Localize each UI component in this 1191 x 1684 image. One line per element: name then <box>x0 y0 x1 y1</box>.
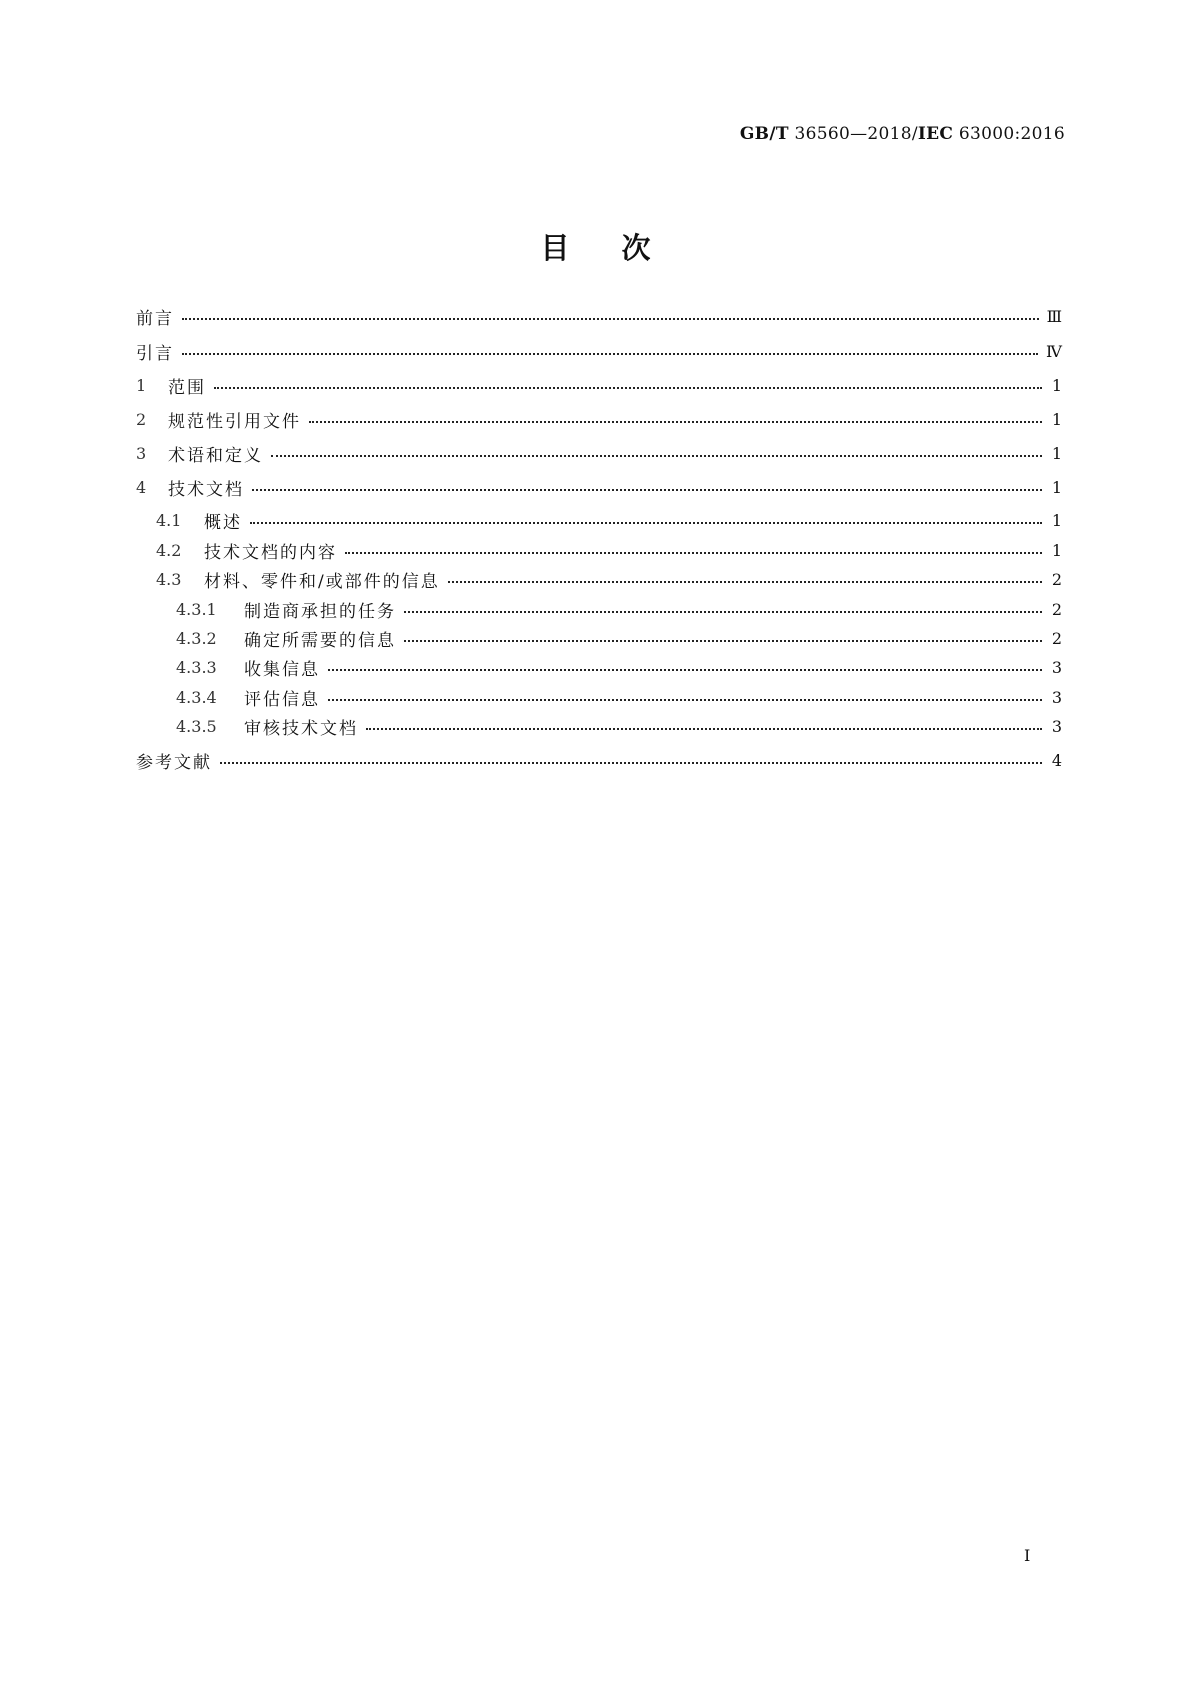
toc-entry-title: 概述 <box>204 512 242 533</box>
toc-leader-dots <box>182 318 1039 320</box>
toc-entry-number: 4.1 <box>156 510 182 530</box>
toc-entry-number: 4.3.1 <box>176 599 217 619</box>
toc-entry-page: 3 <box>1051 657 1062 677</box>
toc-entry-title: 制造商承担的任务 <box>244 601 396 622</box>
toc-entry[interactable] <box>136 303 1062 329</box>
toc-entry-page: 1 <box>1051 443 1062 463</box>
toc-leader-dots <box>345 552 1042 554</box>
standard-code-iec-number: 63000:2016 <box>953 124 1065 144</box>
standard-code-header <box>740 124 1065 144</box>
toc-entry-title: 参考文献 <box>136 752 212 773</box>
toc-entry-number: 4.3.2 <box>176 628 217 648</box>
toc-entry[interactable] <box>136 440 1062 466</box>
toc-entry[interactable] <box>136 372 1062 398</box>
toc-entry[interactable] <box>136 713 1062 739</box>
toc-entry-number: 4.3 <box>156 569 182 589</box>
toc-entry[interactable] <box>136 625 1062 651</box>
toc-entry[interactable] <box>136 406 1062 432</box>
toc-entry-title: 收集信息 <box>244 659 320 680</box>
toc-entry[interactable] <box>136 684 1062 710</box>
toc-leader-dots <box>252 489 1042 491</box>
standard-code-prefix: GB/T <box>739 124 789 144</box>
toc-entry-page: Ⅲ <box>1046 306 1062 326</box>
toc-entry-number: 3 <box>136 443 147 463</box>
toc-entry-number: 4.3.4 <box>176 687 217 707</box>
toc-entry-title: 评估信息 <box>244 689 320 710</box>
toc-entry-page: 1 <box>1051 510 1062 530</box>
toc-leader-dots <box>182 353 1038 355</box>
page-title: 目次 <box>540 231 703 265</box>
toc-entry-page: 3 <box>1051 687 1062 707</box>
toc-entry[interactable] <box>136 338 1062 364</box>
toc-leader-dots <box>309 421 1042 423</box>
toc-entry-number: 4.3.3 <box>176 657 217 677</box>
toc-entry[interactable] <box>136 747 1062 773</box>
toc-entry[interactable] <box>136 654 1062 680</box>
toc-entry[interactable] <box>136 566 1062 592</box>
toc-leader-dots <box>328 669 1042 671</box>
toc-entry[interactable] <box>136 474 1062 500</box>
toc-entry-number: 4.2 <box>156 540 182 560</box>
toc-entry-page: 1 <box>1051 375 1062 395</box>
toc-leader-dots <box>328 699 1042 701</box>
toc-entry-page: 4 <box>1051 750 1062 770</box>
toc-leader-dots <box>404 640 1042 642</box>
toc-entry[interactable] <box>136 596 1062 622</box>
toc-leader-dots <box>220 762 1042 764</box>
standard-code-number: 36560—2018/ <box>788 124 918 144</box>
toc-leader-dots <box>214 387 1042 389</box>
toc-entry[interactable] <box>136 537 1062 563</box>
toc-entry-title: 引言 <box>136 343 174 364</box>
toc-entry-page: 2 <box>1051 569 1062 589</box>
toc-entry-title: 确定所需要的信息 <box>244 630 396 651</box>
toc-leader-dots <box>366 728 1042 730</box>
toc-entry-page: Ⅳ <box>1046 341 1062 361</box>
toc-entry-title: 范围 <box>168 377 206 398</box>
toc-entry-title: 审核技术文档 <box>244 718 358 739</box>
toc-entry-page: 1 <box>1051 409 1062 429</box>
standard-code-iec: IEC <box>917 124 954 144</box>
toc-entry-title: 前言 <box>136 308 174 329</box>
toc-entry-number: 4.3.5 <box>176 716 217 736</box>
toc-entry-page: 1 <box>1051 477 1062 497</box>
toc-leader-dots <box>250 522 1042 524</box>
toc-entry-number: 2 <box>136 409 147 429</box>
toc-entry-page: 1 <box>1051 540 1062 560</box>
toc-entry-title: 技术文档的内容 <box>204 542 337 563</box>
toc-leader-dots <box>404 611 1042 613</box>
toc-entry[interactable] <box>136 507 1062 533</box>
toc-leader-dots <box>448 581 1042 583</box>
page-number: I <box>1024 1546 1031 1565</box>
toc-entry-number: 4 <box>136 477 147 497</box>
toc-entry-page: 3 <box>1051 716 1062 736</box>
toc-leader-dots <box>271 455 1042 457</box>
toc-entry-number: 1 <box>136 375 147 395</box>
toc-entry-title: 规范性引用文件 <box>168 411 301 432</box>
toc-entry-title: 术语和定义 <box>168 445 263 466</box>
toc-entry-title: 材料、零件和/或部件的信息 <box>204 571 440 592</box>
toc-entry-title: 技术文档 <box>168 479 244 500</box>
toc-entry-page: 2 <box>1051 599 1062 619</box>
toc-entry-page: 2 <box>1051 628 1062 648</box>
